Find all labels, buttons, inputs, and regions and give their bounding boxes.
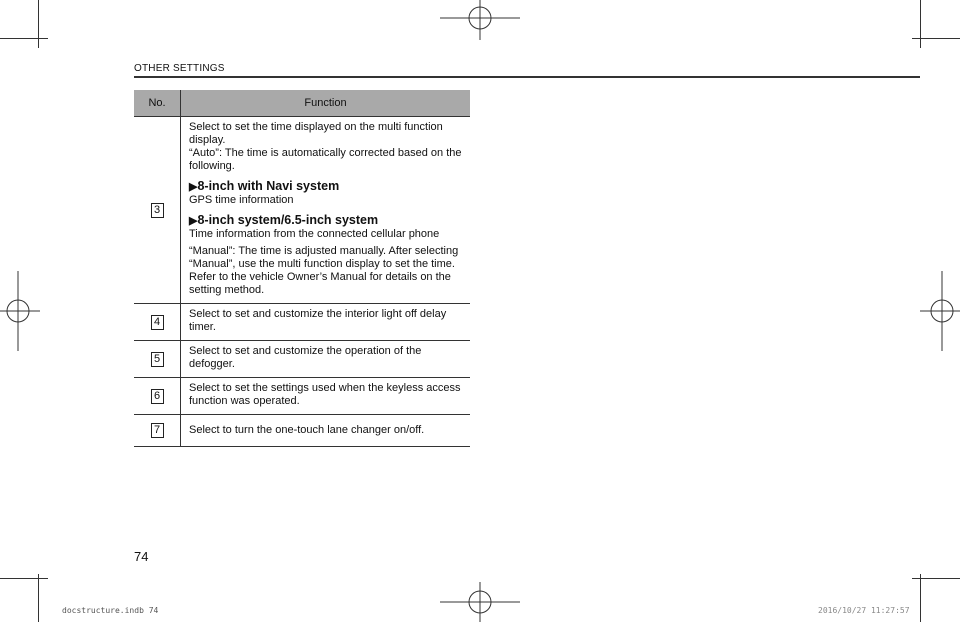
function-cell: Select to set and customize the interior light off delay timer. — [181, 304, 471, 341]
table-row — [134, 117, 470, 304]
subheading-label: 8-inch with Navi system — [197, 179, 340, 193]
print-timestamp: 2016/10/27 11:27:57 — [818, 606, 910, 615]
triangle-right-icon: ▶ — [189, 215, 198, 227]
row-number-cell — [134, 341, 181, 378]
table-row — [134, 415, 470, 447]
crop-mark — [0, 578, 48, 579]
subheading — [189, 213, 464, 228]
number-badge: 4 — [151, 315, 164, 330]
row-number-cell — [134, 304, 181, 341]
number-badge: 7 — [151, 423, 164, 438]
header-rule — [134, 76, 920, 78]
description-text: GPS time information — [189, 194, 294, 206]
number-badge: 3 — [151, 203, 164, 218]
page-number: 74 — [134, 549, 149, 564]
section-title: OTHER SETTINGS — [134, 63, 225, 74]
crop-mark — [920, 0, 921, 48]
triangle-right-icon: ▶ — [189, 181, 198, 193]
function-cell: Select to turn the one-touch lane changer on/off. — [181, 415, 471, 447]
registration-mark — [920, 271, 960, 351]
row-number-cell — [134, 415, 181, 447]
table-row — [134, 378, 470, 415]
number-badge: 5 — [151, 352, 164, 367]
table-row — [134, 341, 470, 378]
number-badge: 6 — [151, 389, 164, 404]
function-cell: Select to set the settings used when the keyless access function was operated. — [181, 378, 471, 415]
description-text: Select to set the time displayed on the multi function display. — [189, 121, 443, 146]
crop-mark — [0, 38, 48, 39]
col-header-function: Function — [181, 90, 471, 117]
crop-mark — [38, 574, 39, 622]
col-header-no: No. — [134, 90, 181, 117]
subheading-label: 8-inch system/6.5-inch system — [197, 213, 379, 227]
function-table — [134, 90, 470, 447]
description-text: “Manual”: The time is adjusted manually. After selecting “Manual”, use the multi function display to set the time. Refer to the vehicle Owner’s Manual for details on the setting method. — [189, 245, 459, 296]
registration-mark — [0, 271, 40, 351]
crop-mark — [38, 0, 39, 48]
registration-mark — [440, 0, 520, 40]
description-text: “Auto”: The time is automatically corrected based on the following. — [189, 147, 462, 172]
row-number-cell — [134, 117, 181, 304]
row-number-cell — [134, 378, 181, 415]
table-header-row — [134, 90, 470, 117]
description-text: Time information from the connected cellular phone — [189, 228, 440, 240]
crop-mark — [920, 574, 921, 622]
print-file-info: docstructure.indb 74 — [62, 606, 159, 615]
function-cell: Select to set and customize the operation of the defogger. — [181, 341, 471, 378]
function-cell — [181, 117, 471, 304]
table-row — [134, 304, 470, 341]
subheading — [189, 179, 464, 194]
registration-mark — [440, 582, 520, 622]
